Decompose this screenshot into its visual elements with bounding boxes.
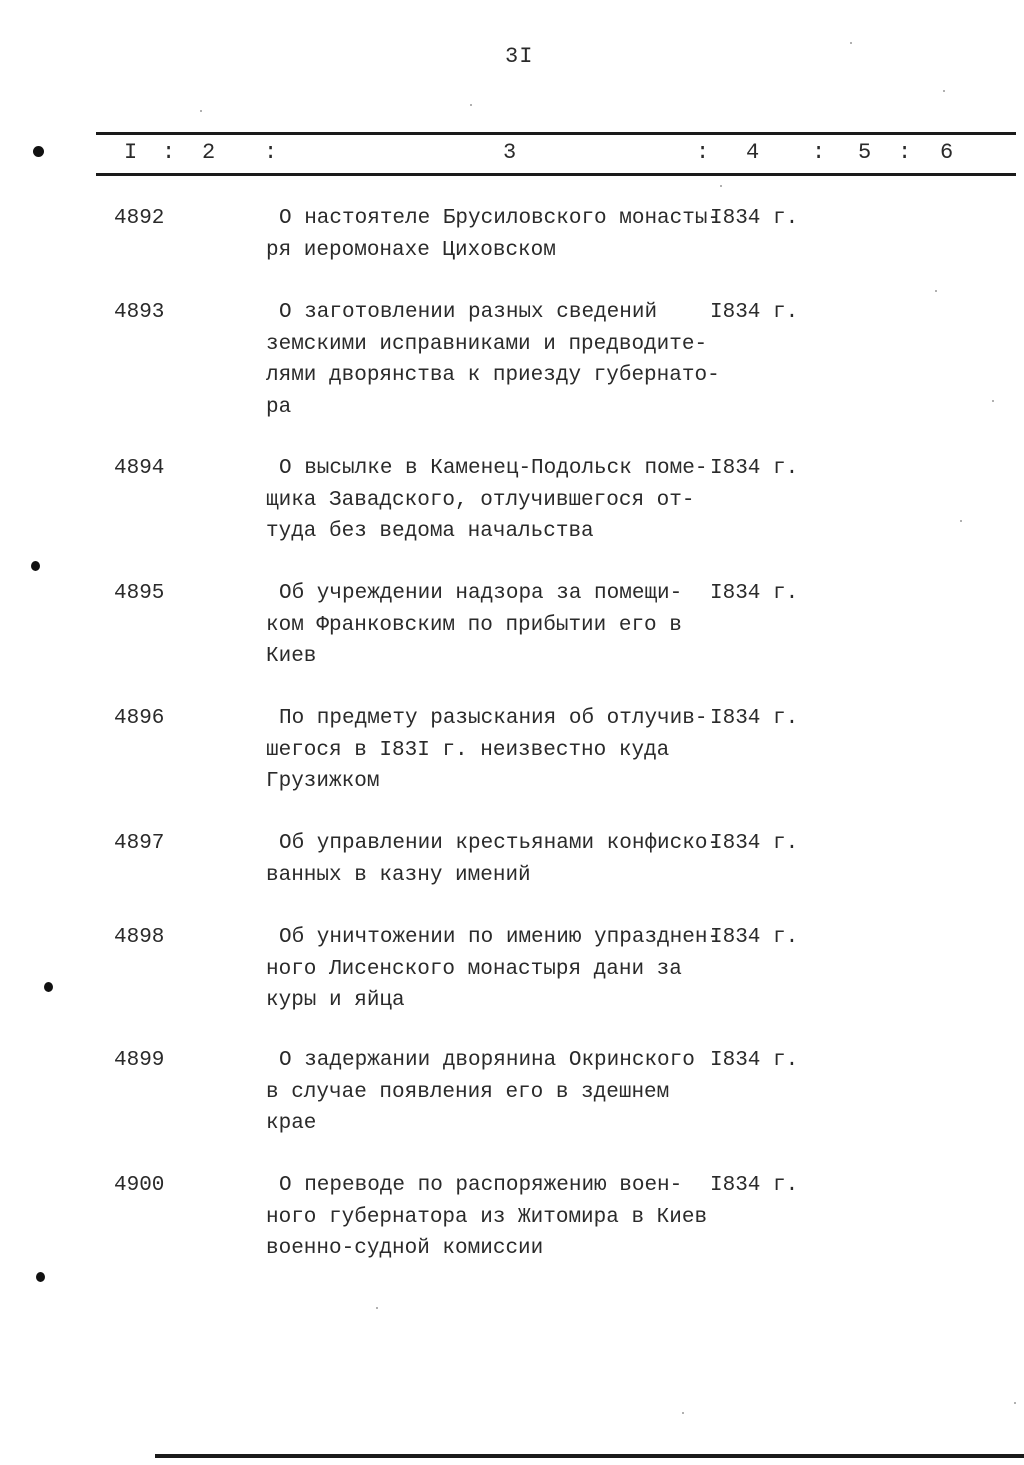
- entry-title: [266, 453, 708, 548]
- scan-speck: [200, 110, 202, 112]
- column-separator: :: [898, 140, 912, 165]
- entry-title-line: ванных в казну имений: [266, 863, 531, 887]
- scan-speck: [376, 1307, 378, 1309]
- entry-number: 4898: [114, 926, 165, 949]
- entry-title-line: Киев: [266, 645, 317, 668]
- scan-speck: [1014, 1402, 1016, 1404]
- entry-number: 4900: [114, 1174, 165, 1197]
- entry-title: [266, 828, 721, 891]
- entry-title-line: Об управлении крестьянами конфиско-: [279, 832, 721, 855]
- table-header-rule: [96, 173, 1016, 176]
- column-separator: :: [812, 140, 826, 165]
- page-bottom-rule: [155, 1454, 1024, 1458]
- entry-date: I834 г.: [710, 582, 799, 605]
- scan-speck: [935, 290, 937, 292]
- column-separator: :: [264, 140, 278, 165]
- entry-date: I834 г.: [710, 1174, 799, 1197]
- entry-title-line: О высылке в Каменец-Подольск поме-: [279, 457, 708, 480]
- entry-title: [266, 578, 696, 673]
- entry-title-line: ного Лисенского монастыря дани за: [266, 957, 682, 981]
- page-number: 3I: [505, 44, 534, 69]
- entry-title-line: Об учреждении надзора за помещи-: [279, 582, 683, 605]
- entry-number: 4893: [114, 301, 165, 324]
- scan-speck: [720, 185, 722, 187]
- scan-speck: [682, 1412, 684, 1414]
- entry-number: 4897: [114, 832, 165, 855]
- entry-title: [266, 203, 721, 266]
- entry-title-line: По предмету разыскания об отлучив-: [279, 707, 708, 730]
- table-header-row: [0, 140, 1024, 170]
- column-separator: :: [162, 140, 176, 165]
- table-top-rule: [96, 132, 1016, 135]
- column-header-2: 2: [202, 140, 216, 165]
- scan-speck: [992, 400, 994, 402]
- entry-title-line: ра: [266, 395, 292, 419]
- column-header-3: 3: [503, 140, 517, 165]
- entry-title: [266, 1045, 696, 1140]
- punch-hole-mark: [44, 982, 53, 992]
- entry-title: [266, 922, 721, 1017]
- entry-date: I834 г.: [710, 1049, 799, 1072]
- entry-title-line: Об уничтожении по имению упразднен-: [279, 926, 721, 949]
- entry-title: [266, 1170, 708, 1265]
- scan-speck: [850, 42, 852, 44]
- entry-number: 4892: [114, 207, 165, 230]
- entry-title-line: О заготовлении разных сведений: [279, 301, 658, 324]
- entry-date: I834 г.: [710, 707, 799, 730]
- punch-hole-mark: [31, 561, 40, 571]
- entry-title-line: туда без ведома начальства: [266, 520, 594, 543]
- entry-title-line: лями дворянства к приезду губернато-: [266, 364, 720, 387]
- entry-title-line: О настоятеле Брусиловского монасты-: [279, 207, 721, 230]
- entry-date: I834 г.: [710, 207, 799, 230]
- entry-title-line: в случае появления его в здешнем: [266, 1080, 670, 1104]
- entry-title-line: ком Франковским по прибытии его в: [266, 613, 682, 637]
- entry-title-line: крае: [266, 1112, 317, 1135]
- entry-number: 4894: [114, 457, 165, 480]
- entry-title-line: О задержании дворянина Окринского: [279, 1049, 695, 1072]
- scan-speck: [943, 90, 945, 92]
- entry-title-line: О переводе по распоряжению воен-: [279, 1174, 683, 1197]
- entry-date: I834 г.: [710, 301, 799, 324]
- scan-speck: [960, 520, 962, 522]
- entry-title-line: земскими исправниками и предводите-: [266, 332, 708, 356]
- entry-date: I834 г.: [710, 457, 799, 480]
- entry-title-line: Грузижком: [266, 770, 380, 793]
- column-header-1: I: [124, 140, 138, 165]
- column-header-5: 5: [858, 140, 872, 165]
- entry-title: [266, 703, 708, 798]
- entry-number: 4899: [114, 1049, 165, 1072]
- entry-date: I834 г.: [710, 926, 799, 949]
- column-header-6: 6: [940, 140, 954, 165]
- entry-title-line: щика Завадского, отлучившегося от-: [266, 488, 695, 512]
- entry-title-line: куры и яйца: [266, 989, 405, 1012]
- entry-title-line: ного губернатора из Житомира в Киев: [266, 1205, 708, 1229]
- entry-title-line: военно-судной комиссии: [266, 1237, 544, 1260]
- scan-speck: [470, 104, 472, 106]
- punch-hole-mark: [36, 1272, 45, 1282]
- column-separator: :: [696, 140, 710, 165]
- entry-number: 4895: [114, 582, 165, 605]
- punch-hole-mark: [33, 146, 44, 157]
- entry-title: [266, 297, 720, 423]
- entry-title-line: шегося в I83I г. неизвестно куда: [266, 738, 670, 762]
- entry-date: I834 г.: [710, 832, 799, 855]
- column-header-4: 4: [746, 140, 760, 165]
- entry-title-line: ря иеромонахе Циховском: [266, 238, 556, 262]
- entry-number: 4896: [114, 707, 165, 730]
